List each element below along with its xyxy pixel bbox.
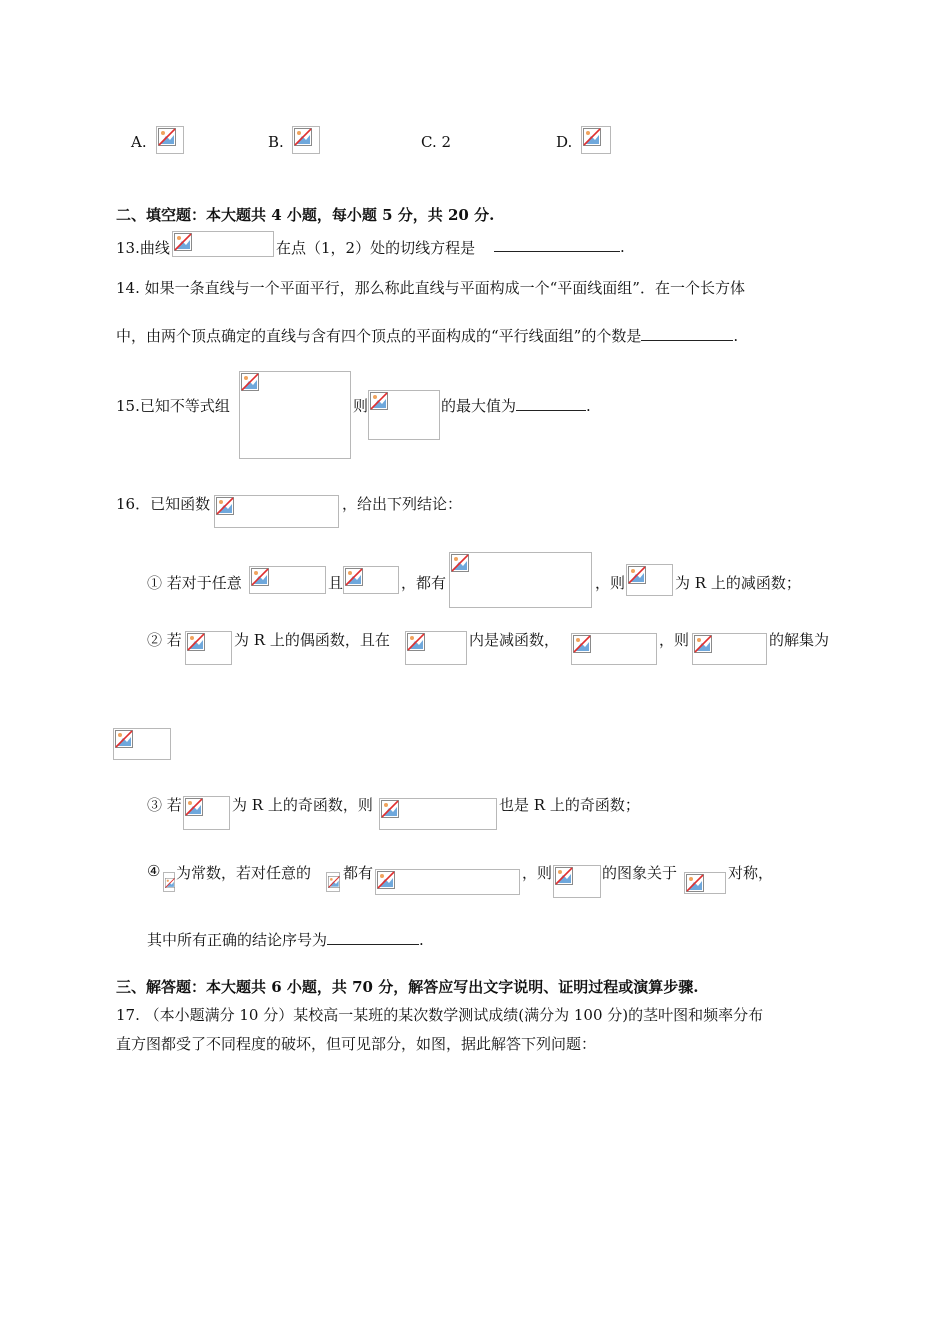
- c4-image-4: [553, 865, 601, 898]
- q13-end: .: [620, 238, 625, 256]
- q14-line2: [116, 325, 738, 346]
- c2-solution-image: [113, 728, 171, 760]
- c3-image-1: [183, 796, 230, 830]
- option-d-image: [581, 126, 611, 154]
- q15-answer-blank: [516, 396, 586, 411]
- c3-t1: ③ 若: [147, 796, 182, 814]
- option-d-label: D.: [556, 133, 573, 151]
- c1-image-1: [249, 566, 326, 594]
- q16-answer-blank: [327, 930, 419, 945]
- c2-image-1: [185, 631, 232, 665]
- broken-image-icon: [115, 730, 133, 748]
- q13-formula-image: [172, 231, 274, 257]
- broken-image-icon: [370, 392, 388, 410]
- q16-end-period: .: [419, 931, 424, 949]
- q15-tail: [441, 395, 591, 416]
- q17-line1: 17. （本小题满分 10 分）某校高一某班的某次数学测试成绩(满分为 100 分)的茎叶图和频率分布: [116, 1006, 764, 1024]
- broken-image-icon: [187, 633, 205, 651]
- c1-t2: 且: [328, 574, 344, 592]
- section2-heading: 二、填空题：本大题共 4 小题，每小题 5 分，共 20 分.: [116, 206, 495, 224]
- broken-image-icon: [377, 871, 395, 889]
- c4-t4: ，则: [522, 864, 553, 882]
- broken-image-icon: [583, 128, 601, 146]
- broken-image-icon: [686, 874, 704, 892]
- broken-image-icon: [451, 554, 469, 572]
- q16-tail: ，给出下列结论：: [342, 495, 463, 513]
- q15-prefix: 15.已知不等式组: [116, 397, 230, 415]
- q15-end: .: [586, 397, 591, 415]
- q15-tail-text: 的最大值为: [441, 397, 517, 415]
- c1-t4: ，则: [595, 574, 626, 592]
- broken-image-icon: [294, 128, 312, 146]
- q14-answer-blank: [641, 326, 733, 341]
- section3-heading: 三、解答题：本大题共 6 小题，共 70 分，解答应写出文字说明、证明过程或演算步骤.: [116, 978, 699, 996]
- q16-end-line: [147, 929, 424, 950]
- broken-image-icon: [165, 874, 175, 884]
- c1-t5: 为 R 上的减函数；: [675, 574, 801, 592]
- q13-answer-blank: [494, 237, 625, 256]
- q13-mid: 在点（1，2）处的切线方程是: [276, 239, 476, 257]
- c3-image-2: [379, 798, 497, 830]
- q13-prefix: 13.曲线: [116, 239, 170, 257]
- broken-image-icon: [185, 798, 203, 816]
- option-b-label: B.: [268, 133, 284, 151]
- c2-t1: ② 若: [147, 631, 182, 649]
- broken-image-icon: [251, 568, 269, 586]
- q16-end-text: 其中所有正确的结论序号为: [147, 931, 328, 949]
- q15-mid: 则: [353, 397, 369, 415]
- q17-line2: 直方图都受了不同程度的破坏，但可见部分，如图，据此解答下列问题：: [116, 1035, 597, 1053]
- c2-image-3: [571, 633, 657, 665]
- c1-t3: ，都有: [401, 574, 447, 592]
- c2-t2: 为 R 上的偶函数，且在: [234, 631, 390, 649]
- c2-image-4: [692, 633, 767, 665]
- broken-image-icon: [345, 568, 363, 586]
- c4-image-2: [326, 872, 340, 892]
- c2-t4: ，则: [659, 631, 690, 649]
- broken-image-icon: [216, 497, 234, 515]
- broken-image-icon: [628, 566, 646, 584]
- option-a-label: A.: [131, 133, 147, 151]
- broken-image-icon: [328, 874, 340, 886]
- c4-t5: 的图象关于: [602, 864, 678, 882]
- c1-image-2: [343, 566, 399, 594]
- c2-t3: 内是减函数，: [469, 631, 560, 649]
- c4-image-3: [375, 869, 520, 895]
- c4-image-1: [163, 872, 175, 892]
- q15-system-image: [239, 371, 351, 459]
- broken-image-icon: [158, 128, 176, 146]
- c2-t5: 的解集为: [769, 631, 830, 649]
- broken-image-icon: [555, 867, 573, 885]
- c4-image-5: [684, 872, 726, 894]
- c4-t6: 对称，: [728, 864, 774, 882]
- q14-line2-text: 中，由两个顶点确定的直线与含有四个顶点的平面构成的“平行线面组”的个数是: [116, 327, 642, 345]
- option-b-image: [292, 126, 320, 154]
- broken-image-icon: [241, 373, 259, 391]
- option-a-image: [156, 126, 184, 154]
- c1-t1: ① 若对于任意: [147, 574, 242, 592]
- broken-image-icon: [381, 800, 399, 818]
- c3-t2: 为 R 上的奇函数，则: [232, 796, 373, 814]
- option-c-label: C. 2: [421, 133, 452, 151]
- q16-prefix: 16．已知函数: [116, 495, 211, 513]
- c3-t3: 也是 R 上的奇函数；: [499, 796, 640, 814]
- broken-image-icon: [694, 635, 712, 653]
- c4-t3: 都有: [343, 864, 374, 882]
- broken-image-icon: [407, 633, 425, 651]
- c4-t2: 为常数，若对任意的: [176, 864, 312, 882]
- q14-end: .: [733, 327, 739, 345]
- c4-t1: ④: [147, 862, 161, 880]
- q15-target-image: [368, 390, 440, 440]
- broken-image-icon: [573, 635, 591, 653]
- broken-image-icon: [174, 233, 192, 251]
- c1-image-3: [449, 552, 592, 608]
- q14-line1: 14. 如果一条直线与一个平面平行，那么称此直线与平面构成一个“平面线面组”．在一个长方体: [116, 279, 745, 297]
- c1-image-4: [626, 564, 673, 596]
- c2-image-2: [405, 631, 467, 665]
- q16-function-image: [214, 495, 339, 528]
